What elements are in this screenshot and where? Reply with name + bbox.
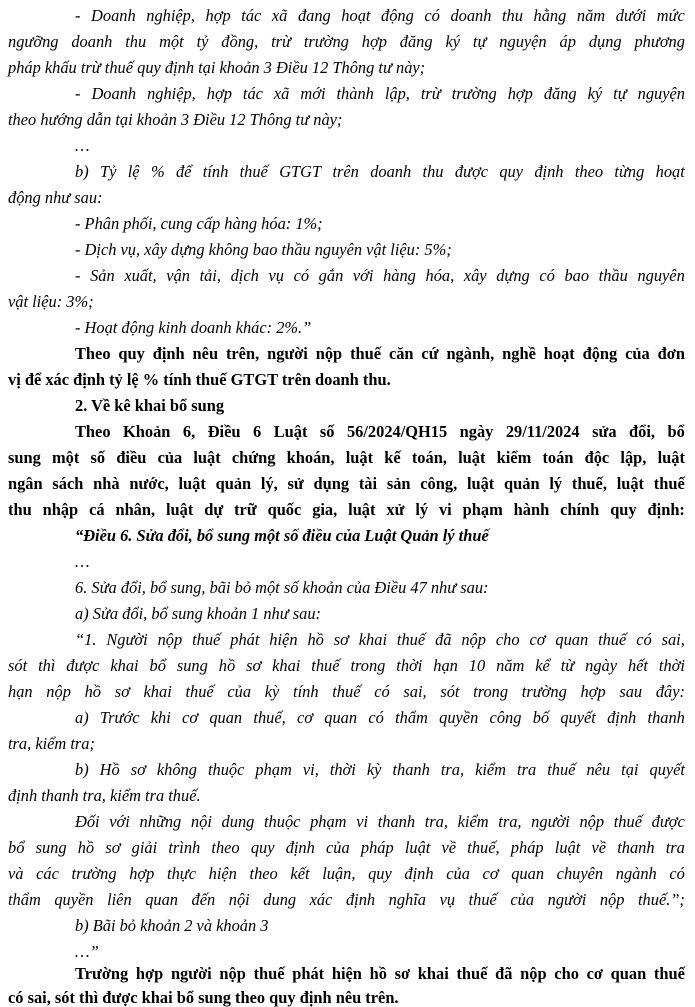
text-line: thu nhập cá nhân, luật dự trữ quốc gia, luật xử lý vi phạm hành chính quy định: — [8, 500, 685, 519]
text-line: động như sau: — [8, 188, 103, 207]
text-line: b) Hồ sơ không thuộc phạm vi, thời kỳ thanh tra, kiểm tra thuế nêu tại quyết — [75, 760, 685, 779]
text-line: b) Bãi bỏ khoản 2 và khoản 3 — [75, 916, 269, 935]
text-line: “Điều 6. Sửa đổi, bổ sung một số điều của Luật Quản lý thuế — [75, 526, 489, 545]
text-line: ngân sách nhà nước, luật quản lý, sử dụng tài sản công, luật quản lý thuế, luật thuế — [8, 474, 685, 493]
text-line: - Hoạt động kinh doanh khác: 2%.” — [75, 318, 312, 337]
text-line: pháp khấu trừ thuế quy định tại khoản 3 Điều 12 Thông tư này; — [8, 58, 426, 77]
text-line: và các trường hợp thực hiện theo kết luận, quy định của cơ quan chuyên ngành có — [8, 864, 685, 883]
text-line: - Phân phối, cung cấp hàng hóa: 1%; — [75, 214, 323, 233]
text-line: sót thì được khai bổ sung hồ sơ khai thuế trong thời hạn 10 năm kể từ ngày hết thời — [8, 656, 685, 675]
text-line: a) Sửa đổi, bổ sung khoản 1 như sau: — [75, 604, 321, 623]
text-line: …” — [75, 942, 99, 961]
text-line: “1. Người nộp thuế phát hiện hồ sơ khai thuế đã nộp cho cơ quan thuế có sai, — [75, 630, 685, 649]
text-line: - Sản xuất, vận tải, dịch vụ có gắn với hàng hóa, xây dựng có bao thầu nguyên — [75, 266, 685, 285]
text-line: sung một số điều của luật chứng khoán, luật kế toán, luật kiểm toán độc lập, luật — [8, 448, 685, 467]
text-line: có sai, sót thì được khai bổ sung theo quy định nêu trên. — [8, 988, 399, 1007]
text-line: bổ sung hồ sơ giải trình theo quy định của pháp luật về thuế, pháp luật về thanh tra — [8, 838, 685, 857]
text-line: 2. Về kê khai bổ sung — [75, 396, 225, 415]
text-line: a) Trước khi cơ quan thuế, cơ quan có thẩm quyền công bố quyết định thanh — [75, 708, 685, 727]
text-line: Theo quy định nêu trên, người nộp thuế căn cứ ngành, nghề hoạt động của đơn — [75, 344, 685, 363]
text-line: tra, kiểm tra; — [8, 734, 95, 753]
text-line: Đối với những nội dung thuộc phạm vi thanh tra, kiểm tra, người nộp thuế được — [75, 812, 685, 831]
text-line: - Doanh nghiệp, hợp tác xã đang hoạt động có doanh thu hằng năm dưới mức — [75, 6, 685, 25]
text-line: b) Tỷ lệ % để tính thuế GTGT trên doanh thu được quy định theo từng hoạt — [75, 162, 685, 181]
text-line: … — [75, 552, 90, 571]
text-line: Theo Khoản 6, Điều 6 Luật số 56/2024/QH15 ngày 29/11/2024 sửa đổi, bổ — [75, 422, 685, 441]
text-line: ngưỡng doanh thu một tỷ đồng, trừ trường hợp đăng ký tự nguyện áp dụng phương — [8, 32, 685, 51]
text-line: hạn nộp hồ sơ khai thuế của kỳ tính thuế có sai, sót trong trường hợp sau đây: — [8, 682, 685, 701]
text-line: - Dịch vụ, xây dựng không bao thầu nguyên vật liệu: 5%; — [75, 240, 452, 259]
text-line: theo hướng dẫn tại khoản 3 Điều 12 Thông tư này; — [8, 110, 343, 129]
text-line: … — [75, 136, 90, 155]
text-line: vật liệu: 3%; — [8, 292, 94, 311]
text-line: thẩm quyền liên quan đến nội dung xác định nghĩa vụ thuế của người nộp thuế.”; — [8, 890, 685, 909]
text-line: 6. Sửa đổi, bổ sung, bãi bỏ một số khoản của Điều 47 như sau: — [75, 578, 489, 597]
text-line: Trường hợp người nộp thuế phát hiện hồ sơ khai thuế đã nộp cho cơ quan thuế — [75, 964, 685, 983]
text-line: vị để xác định tỷ lệ % tính thuế GTGT trên doanh thu. — [8, 370, 391, 389]
text-line: định thanh tra, kiểm tra thuế. — [8, 786, 201, 805]
text-line: - Doanh nghiệp, hợp tác xã mới thành lập, trừ trường hợp đăng ký tự nguyện — [75, 84, 685, 103]
